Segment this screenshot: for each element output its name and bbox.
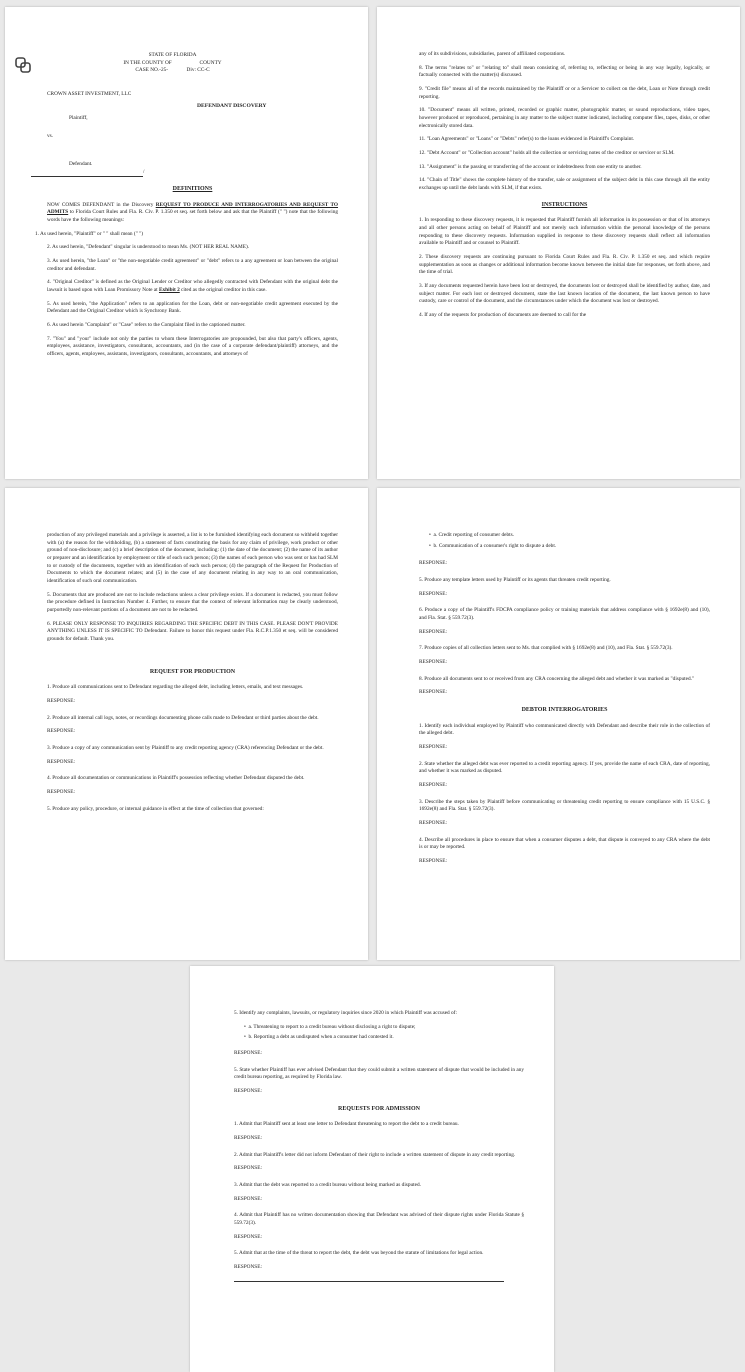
- response-label: RESPONSE:: [419, 820, 447, 827]
- list-item: • b. Reporting a debt as undisputed when a consumer had contested it.: [244, 1034, 394, 1041]
- production-request-2: 2. Produce all internal call logs, notes, or recordings documenting phone calls made to Defendant or third parties about the debt.: [47, 714, 319, 721]
- definition-11: 11. "Loan Agreements" or "Loans" or "Debts" refer(s) to the loans evidenced in Plaintiff's Complaint.: [419, 136, 635, 143]
- request-for-production-heading: REQUEST FOR PRODUCTION: [149, 668, 236, 675]
- defendant-label: Defendant.: [69, 161, 93, 168]
- response-label: RESPONSE:: [47, 758, 75, 765]
- definition-6: 6. As used herein "Complaint" or "Case" refers to the Complaint filed in the captioned matter.: [47, 321, 246, 328]
- bottom-rule: [234, 1281, 504, 1282]
- definition-5: 5. As used herein, "the Application" refers to an application for the Loan, debt or non-negotiable credit agreement executed by the Defendant and the Original Creditor which is Synchrony Bank.: [47, 300, 338, 315]
- production-request-5b: 5. Produce any template letters used by Plaintiff or its agents that threaten credit reporting.: [419, 577, 611, 584]
- response-label: RESPONSE:: [419, 628, 447, 635]
- versus-label: vs.: [47, 133, 54, 140]
- document-page-4: [377, 488, 740, 960]
- definition-12: 12. "Debt Account" or "Collection account" holds all the collection or servicing notes of the creditor or servicer or SLM.: [419, 150, 675, 157]
- response-label: RESPONSE:: [234, 1135, 262, 1142]
- list-item: • a. Credit reporting of consumer debts.: [429, 532, 514, 538]
- response-label: RESPONSE:: [419, 782, 447, 789]
- definition-8: 8. The terms "relates to" or "relating to" shall mean consisting of, referring to, reflecting or being in any way legally, logically, or factually connected with the matter(s) discussed.: [419, 64, 710, 79]
- definition-7: 7. "You" and "your" include not only the parties to whom these Interrogatories are propounded, but also that party's officers, agents, employees, assistance, investigators, consultants, accountants, and (in the case of a corporate defendant/plaintiff) attorneys, and the officers, agents, employees, assistants, investigators, consultants, accountants, and attorneys of: [47, 335, 338, 357]
- definition-10: 10. "Document" means all written, printed, recorded or graphic matter, photographic matter, or sound reproductions, video tapes, however produced or reproduced, pertaining in any matter to the subject matter indicated, including computer files, tapes, disks, or other electronically stored data.: [419, 107, 710, 129]
- response-label: RESPONSE:: [47, 789, 75, 796]
- definition-3: 3. As used herein, "the Loan" or "the non-negotiable credit agreement" or "debt" refers to a any agreement or loan between the original creditor and defendant.: [47, 257, 338, 272]
- production-request-7: 7. Produce copies of all collection letters sent to Ms. that complied with § 1692e(8) and (10), and Fla. Stat. § 559.72(3).: [419, 645, 673, 652]
- production-request-3: 3. Produce a copy of any communication sent by Plaintiff to any credit reporting agency (CRA) referencing Defendant or the debt.: [47, 745, 324, 752]
- caption-state: STATE OF FLORIDA: [148, 52, 197, 58]
- list-item: • b. Communication of a consumer's right to dispute a debt.: [429, 542, 557, 549]
- interrogatory-5: 5. Identify any complaints, lawsuits, or regulatory inquiries since 2020 in which Plaintiff was accused of:: [234, 1010, 457, 1016]
- response-label: RESPONSE:: [234, 1233, 262, 1240]
- production-request-6: 6. Produce a copy of the Plaintiff's FDCPA compliance policy or training materials that address compliance with § 1692e(8) and (10), and Fla. Stat. § 559.72(3).: [419, 607, 710, 622]
- definition-13: 13. "Assignment" is the passing or transferring of the account or indebtedness from one entity to another.: [419, 163, 642, 170]
- caption-case-no: CASE NO.-25- Div: CC-C: [135, 67, 210, 74]
- production-request-1: 1. Produce all communications sent to Defendant regarding the alleged debt, including letters, emails, and text messages.: [47, 684, 304, 691]
- definition-7-continued: any of its subdivisions, subsidiaries, parent of affiliated corporations.: [419, 51, 566, 57]
- interrogatory-2: 2. State whether the alleged debt was ever reported to a credit reporting agency. If yes, provide the name of each CRA, date of reporting, and whether it was marked as disputed.: [419, 760, 710, 775]
- response-label: RESPONSE:: [419, 689, 447, 696]
- definition-14: 14. "Chain of Title" shows the complete history of the transfer, sale or assignment of the subject debt in this case through all the entity exchanges up until the debt lands with SLM, if that exists.: [419, 177, 710, 192]
- instruction-6: 6. PLEASE ONLY RESPONSE TO INQUIRIES REGARDING THE SPECIFIC DEBT IN THIS CASE. PLEASE DON'T PROVIDE ANYTHING UNLESS IT IS SPECIFIC TO Defendant. Failure to honor this request under Fla. R.C.P.1.350 et seq. will be considered grounds for default. Thank you.: [47, 620, 338, 643]
- interrogatory-6: 5. State whether Plaintiff has ever advised Defendant that they could submit a written statement of dispute that would be included in any credit bureau reporting, as required by Florida law.: [234, 1066, 524, 1081]
- instruction-2: 2. These discovery requests are continuing pursuant to Florida Court Rules and Fla. R. Civ. P. 1.350 et seq. and which require supplementation as soon as changes or additional information become known between the initial date for responses, set forth above, and the time of trial.: [419, 254, 710, 276]
- document-page-1: [5, 7, 368, 479]
- admission-request-4: 4. Admit that Plaintiff has no written documentation showing that Defendant was advised of their dispute rights under Florida Statute § 559.72(3).: [234, 1212, 524, 1227]
- instruction-4-continued: production of any privileged materials and a privilege is asserted, a list is to be furnished identifying each document so withheld together with (a) the reason for the withholding, (b) a statement of facts constituting the basis for any claim of privilege, work product or other ground of non-disclosure; and (c) a brief description of the document, including: (1) the date of the document; (2) the name of its author or preparer and an identification by employment or title of each such person; (3) the names of each person who was sent or has had SLM to or custody of the documents, together with an identification of each such person; (4) the paragraph of the Request for Production of Documents to which the document relates; and (5) in the case of any document relating in any way to an oral communication, identification of such oral communication.: [47, 532, 338, 585]
- signature-slash: /: [143, 168, 145, 175]
- response-label: RESPONSE:: [47, 698, 75, 705]
- instruction-1: 1. In responding to these discovery requests, it is requested that Plaintiff furnish all information in its possession or that of its attorneys and all other persons acting on behalf of Plaintiff and not merely such information within the personal knowledge of the persons responding to these discovery requests. Information supplied in response to these discovery requests shall reflect all information available to Plaintiff and or counsel to Plaintiff.: [419, 217, 710, 247]
- document-page-3: [5, 488, 368, 960]
- requests-for-admission-heading: REQUESTS FOR ADMISSION: [337, 1105, 421, 1112]
- response-label: RESPONSE:: [419, 590, 447, 597]
- production-request-5: 5. Produce any policy, procedure, or internal guidance in effect at the time of collection that governed:: [47, 805, 264, 812]
- instruction-3: 3. If any documents requested herein have been lost or destroyed, the documents lost or destroyed shall be identified by author, date, and subject matter. For each lost or destroyed document, state the last known location of the document, the last known person to have custody, care or control of the document, and the circumstances under which the document was lost or destroyed.: [419, 283, 710, 305]
- instruction-4: 4. If any of the requests for production of documents are deemed to call for the: [419, 312, 587, 319]
- production-request-4: 4. Produce all documentation or communications in Plaintiff's possession reflecting whether Defendant disputed the debt.: [47, 775, 305, 782]
- response-label: RESPONSE:: [234, 1195, 262, 1202]
- document-page-2: [377, 7, 740, 479]
- caption-county: IN THE COUNTY OF COUNTY: [123, 59, 222, 66]
- instructions-heading: INSTRUCTIONS: [541, 201, 588, 208]
- definitions-heading: DEFINITIONS: [172, 185, 213, 192]
- response-label: RESPONSE:: [419, 744, 447, 751]
- response-label: RESPONSE:: [419, 858, 447, 865]
- response-label: RESPONSE:: [419, 659, 447, 666]
- production-request-8: 8. Produce all documents sent to or received from any CRA concerning the alleged debt and whether it was marked as "disputed.": [419, 675, 695, 682]
- document-page-5: [190, 966, 554, 1372]
- signature-line: [31, 176, 143, 177]
- response-label: RESPONSE:: [47, 728, 75, 735]
- plaintiff-label: Plaintiff,: [69, 114, 88, 121]
- intro-paragraph: NOW COMES DEFENDANT in the Discovery REQUEST TO PRODUCE AND INTERROGATORIES AND REQUEST TO ADMITS to Florida Court Rules and Fla. R. Civ. P. 1.350 et seq. set forth below and ask that the Plaintiff (" ") note that the following words have the following meanings:: [47, 201, 339, 223]
- document-title: DEFENDANT DISCOVERY: [197, 102, 267, 109]
- admission-request-3: 3. Admit that the debt was reported to a credit bureau without being marked as disputed.: [234, 1182, 421, 1189]
- definition-4: 4. "Original Creditor" is defined as the Original Lender or Creditor who allegedly contracted with Defendant with the original debt the lawsuit is based upon with Loan Promissory Note at Exhibit 2 cited as the original creditor in this case.: [47, 279, 338, 293]
- admission-request-1: 1. Admit that Plaintiff sent at least one letter to Defendant threatening to report the debt to a credit bureau.: [234, 1121, 459, 1128]
- response-label: RESPONSE:: [234, 1050, 262, 1057]
- response-label: RESPONSE:: [234, 1264, 262, 1271]
- plaintiff-name: CROWN ASSET INVESTMENT, LLC: [47, 91, 132, 98]
- instruction-5: 5. Documents that are produced are not to include redactions unless a clear privilege exists. If a document is redacted, you must follow the procedure defined in Instruction Number 4. Further, to ensure that the context of relevant information may be clearly understood, purportedly non-relevant portions of a document are not to be redacted.: [47, 591, 338, 614]
- definition-2: 2. As used herein, "Defendant" singular is understood to mean Ms. (NOT HER REAL NAME).: [47, 244, 250, 251]
- admission-request-5: 5. Admit that at the time of the threat to report the debt, the debt was beyond the statute of limitations for legal action.: [234, 1250, 484, 1257]
- response-label: RESPONSE:: [419, 560, 447, 567]
- response-label: RESPONSE:: [234, 1165, 262, 1172]
- debtor-interrogatories-heading: DEBTOR INTERROGATORIES: [521, 707, 608, 714]
- admission-request-2: 2. Admit that Plaintiff's letter did not inform Defendant of their right to include a written statement of dispute in any credit reporting.: [234, 1151, 516, 1158]
- interrogatory-3: 3. Describe the steps taken by Plaintiff before communicating or threatening credit reporting to ensure compliance with 15 U.S.C. § 1692e(8) and Fla. Stat. § 559.72(3).: [419, 798, 710, 813]
- response-label: RESPONSE:: [234, 1088, 262, 1095]
- definition-9: 9. "Credit file" means all of the records maintained by the Plaintiff or or a Servicer to collect on the debt, Loan or Note through credit reporting.: [419, 86, 710, 100]
- list-item: • a. Threatening to report to a credit bureau without disclosing a right to dispute;: [244, 1023, 416, 1030]
- interrogatory-4: 4. Describe all procedures in place to ensure that when a consumer disputes a debt, that dispute is conveyed to any CRA where the debt is or may be reported.: [419, 836, 710, 851]
- interrogatory-1: 1. Identify each individual employed by Plaintiff who communicated directly with Defendant and describe their role in the collection of the alleged debt.: [419, 722, 710, 737]
- definition-1: 1. As used herein, "Plaintiff" or " " shall mean (" "): [35, 230, 144, 237]
